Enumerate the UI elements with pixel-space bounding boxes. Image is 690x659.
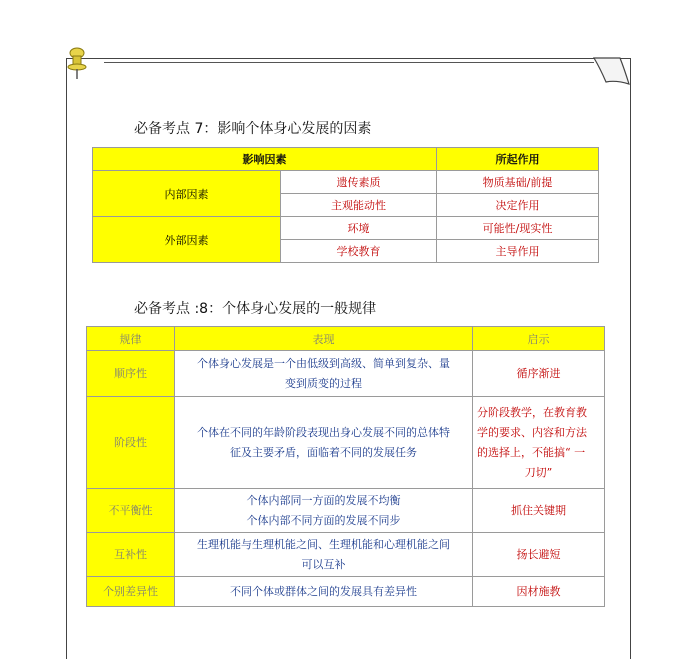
- hint-line: 扬长避短: [516, 547, 561, 561]
- manifest-line: 个体内部同一方面的发展不均衡: [246, 493, 401, 507]
- header-factor: 影响因素: [93, 148, 437, 171]
- manifest-cell: [175, 351, 473, 397]
- hint-line: 循序渐进: [516, 366, 561, 380]
- manifest-line: 征及主要矛盾，面临着不同的发展任务: [230, 445, 417, 459]
- manifest-line: 变到质变的过程: [285, 376, 362, 390]
- law-cell: 顺序性: [87, 351, 175, 397]
- section2-title: 必备考点 :8：个体身心发展的一般规律: [134, 301, 377, 317]
- manifest-cell: [175, 577, 473, 607]
- manifest-cell: [175, 397, 473, 489]
- law-cell: 互补性: [87, 533, 175, 577]
- manifest-line: 个体身心发展是一个由低级到高级、简单到复杂、量: [197, 356, 450, 370]
- manifest-line: 生理机能与生理机能之间、生理机能和心理机能之间: [197, 537, 450, 551]
- law-cell: 个别差异性: [87, 577, 175, 607]
- factor-cell: 遗传素质: [281, 171, 437, 194]
- manifest-cell: [175, 533, 473, 577]
- hint-line: 因材施教: [516, 584, 561, 598]
- effect-cell: 物质基础/前提: [437, 171, 599, 194]
- header-hint: 启示: [473, 327, 605, 351]
- hint-line: 学的要求、内容和方法: [477, 425, 587, 439]
- hint-cell: [473, 489, 605, 533]
- manifest-line: 个体在不同的年龄阶段表现出身心发展不同的总体特: [197, 425, 450, 439]
- development-laws-table: [86, 326, 605, 607]
- factor-cell: 主观能动性: [281, 194, 437, 217]
- hint-cell: [473, 533, 605, 577]
- effect-cell: 主导作用: [437, 240, 599, 263]
- hint-line: 抓住关键期: [511, 503, 566, 517]
- influence-factors-table: [92, 147, 599, 263]
- header-manifest: 表现: [175, 327, 473, 351]
- paper-rule-line: [104, 62, 594, 63]
- effect-cell: 决定作用: [437, 194, 599, 217]
- factor-cell: 环境: [281, 217, 437, 240]
- hint-line: 的选择上，不能搞“ 一: [477, 445, 586, 459]
- pushpin-icon: [66, 46, 88, 80]
- manifest-cell: [175, 489, 473, 533]
- hint-cell: [473, 397, 605, 489]
- header-effect: 所起作用: [437, 148, 599, 171]
- law-cell: 不平衡性: [87, 489, 175, 533]
- hint-cell: [473, 351, 605, 397]
- manifest-line: 个体内部不同方面的发展不同步: [246, 513, 401, 527]
- group-label-internal: 内部因素: [93, 171, 281, 217]
- effect-cell: 可能性/现实性: [437, 217, 599, 240]
- section1-title: 必备考点 7：影响个体身心发展的因素: [134, 121, 372, 137]
- manifest-line: 可以互补: [301, 557, 346, 571]
- manifest-line: 不同个体或群体之间的发展具有差异性: [230, 584, 417, 598]
- factor-cell: 学校教育: [281, 240, 437, 263]
- page-curl-icon: [592, 56, 630, 86]
- hint-cell: [473, 577, 605, 607]
- hint-line: 分阶段教学，在教育教: [477, 405, 587, 419]
- law-cell: 阶段性: [87, 397, 175, 489]
- header-law: 规律: [87, 327, 175, 351]
- group-label-external: 外部因素: [93, 217, 281, 263]
- hint-line: 刀切”: [524, 465, 553, 479]
